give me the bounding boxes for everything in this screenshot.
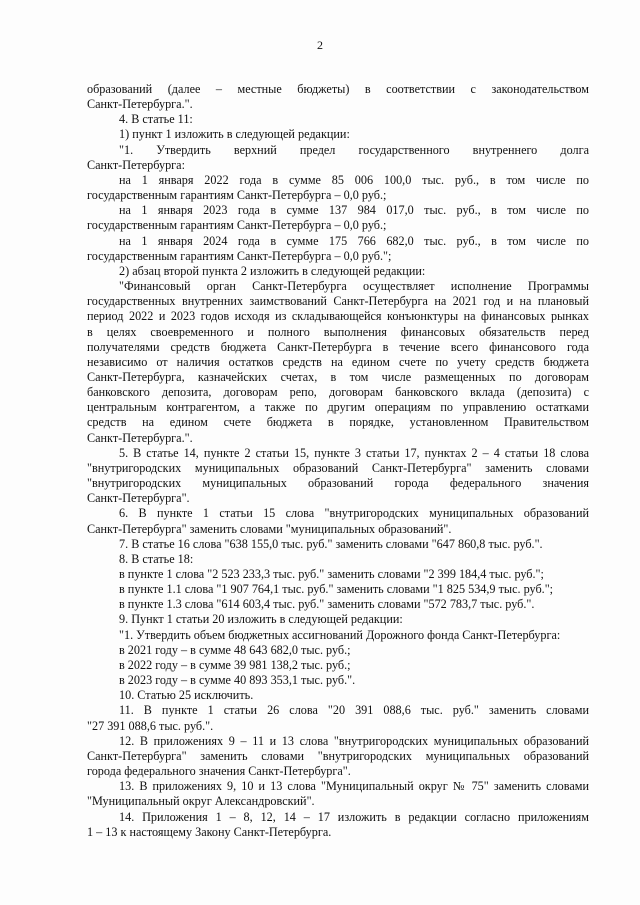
text-line: на 1 января 2023 года в сумме 137 984 017,0 тыс. руб., в том числе по (119, 203, 589, 218)
text-line: 13. В приложениях 9, 10 и 13 слова "Муниципальный округ № 75" заменить словами (119, 779, 589, 794)
text-line: 11. В пункте 1 статьи 26 слова "20 391 088,6 тыс. руб." заменить словами (119, 703, 589, 718)
text-line: центральным контрагентом, а также по другим операциям по управлению остатками (87, 400, 589, 415)
text-line: "Финансовый орган Санкт-Петербурга осуществляет исполнение Программы (119, 279, 589, 294)
text-line: в пункте 1 слова "2 523 233,3 тыс. руб." заменить словами "2 399 184,4 тыс. руб."; (119, 567, 544, 581)
text-line: 14. Приложения 1 – 8, 12, 14 – 17 изложить в редакции согласно приложениям (119, 809, 589, 824)
text-line: Санкт-Петербурга.". (87, 97, 193, 112)
text-line: Санкт-Петербурга". (87, 491, 190, 506)
text-line: 8. В статье 18: (119, 551, 194, 566)
text-line: в пункте 1.1 слова "1 907 764,1 тыс. руб." заменить словами "1 825 534,9 тыс. руб."; (119, 582, 554, 597)
text-line: средств на едином счете бюджета в порядке, установленном Правительством (87, 415, 589, 430)
text-line: в 2021 году – в сумме 48 643 682,0 тыс. руб.; (119, 642, 351, 657)
text-line: "1. Утвердить объем бюджетных ассигнований Дорожного фонда Санкт-Петербурга: (119, 627, 561, 642)
text-line: на 1 января 2022 года в сумме 85 006 100,0 тыс. руб., в том числе по (119, 172, 589, 187)
text-line: города федерального значения Санкт-Петербурга". (87, 764, 351, 779)
text-line: 9. Пункт 1 статьи 20 изложить в следующей редакции: (119, 612, 403, 627)
page-number: 2 (317, 38, 323, 52)
text-line: Санкт-Петербурга, казначейских счетах, в том числе размещенных по договорам (87, 369, 589, 384)
text-line: 12. В приложениях 9 – 11 и 13 слова "внутригородских муниципальных образований (119, 733, 589, 748)
text-line: государственным гарантиям Санкт-Петербурга – 0,0 руб.; (87, 188, 387, 203)
text-line: 5. В статье 14, пункте 2 статьи 15, пункте 3 статьи 17, пунктах 2 – 4 статьи 18 слова (119, 445, 589, 460)
document-body (87, 82, 589, 840)
text-line: в пункте 1.3 слова "614 603,4 тыс. руб." заменить словами "572 783,7 тыс. руб.". (119, 597, 535, 612)
text-line: 6. В пункте 1 статьи 15 слова "внутригородских муниципальных образований (119, 506, 589, 521)
text-line: государственных внутренних заимствований Санкт-Петербурга на 2021 год и на плановый (87, 294, 589, 309)
text-line: в целях своевременного и полного выполнения финансовых обязательств перед (87, 324, 589, 339)
text-line: 10. Статью 25 исключить. (119, 688, 254, 703)
text-line: 1) пункт 1 изложить в следующей редакции: (119, 127, 350, 142)
text-line: "внутригородских муниципальных образований Санкт-Петербурга" заменить словами (87, 460, 589, 475)
text-line: "внутригородских муниципальных образований города федерального значения (87, 476, 589, 491)
text-line: Санкт-Петербурга: (87, 157, 185, 172)
text-line: 2) абзац второй пункта 2 изложить в следующей редакции: (119, 263, 426, 278)
text-line: Санкт-Петербурга" заменить словами "внутригородских муниципальных образований (87, 748, 589, 763)
text-line: банковского депозита, договорам репо, договорам банковского вклада (депозита) с (87, 385, 589, 400)
text-line: на 1 января 2024 года в сумме 175 766 682,0 тыс. руб., в том числе по (119, 233, 589, 248)
text-line: 7. В статье 16 слова "638 155,0 тыс. руб." заменить словами "647 860,8 тыс. руб.". (119, 536, 543, 551)
text-line: "1. Утвердить верхний предел государственного внутреннего долга (119, 142, 589, 157)
text-line: "27 391 088,6 тыс. руб.". (87, 718, 214, 733)
text-line: получателями средств бюджета Санкт-Петербурга в течение всего финансового года (87, 339, 589, 354)
text-line: период 2022 и 2023 годов исходя из складывающейся конъюнктуры на финансовых рынках (87, 309, 589, 324)
text-line: Санкт-Петербурга" заменить словами "муниципальных образований". (87, 521, 452, 536)
text-line: 1 – 13 к настоящему Закону Санкт-Петербурга. (87, 824, 332, 839)
text-line: "Муниципальный округ Александровский". (87, 794, 315, 809)
text-line: 4. В статье 11: (119, 112, 193, 127)
text-line: в 2023 году – в сумме 40 893 353,1 тыс. руб.". (119, 673, 356, 688)
text-line: в 2022 году – в сумме 39 981 138,2 тыс. руб.; (119, 657, 351, 672)
text-line: Санкт-Петербурга.". (87, 430, 193, 445)
text-line: государственным гарантиям Санкт-Петербурга – 0,0 руб."; (87, 248, 392, 263)
text-line: независимо от наличия остатков средств на едином счете по учету средств бюджета (87, 354, 589, 369)
text-line: образований (далее – местные бюджеты) в соответствии с законодательством (87, 82, 589, 96)
text-line: государственным гарантиям Санкт-Петербурга – 0,0 руб.; (87, 218, 387, 233)
